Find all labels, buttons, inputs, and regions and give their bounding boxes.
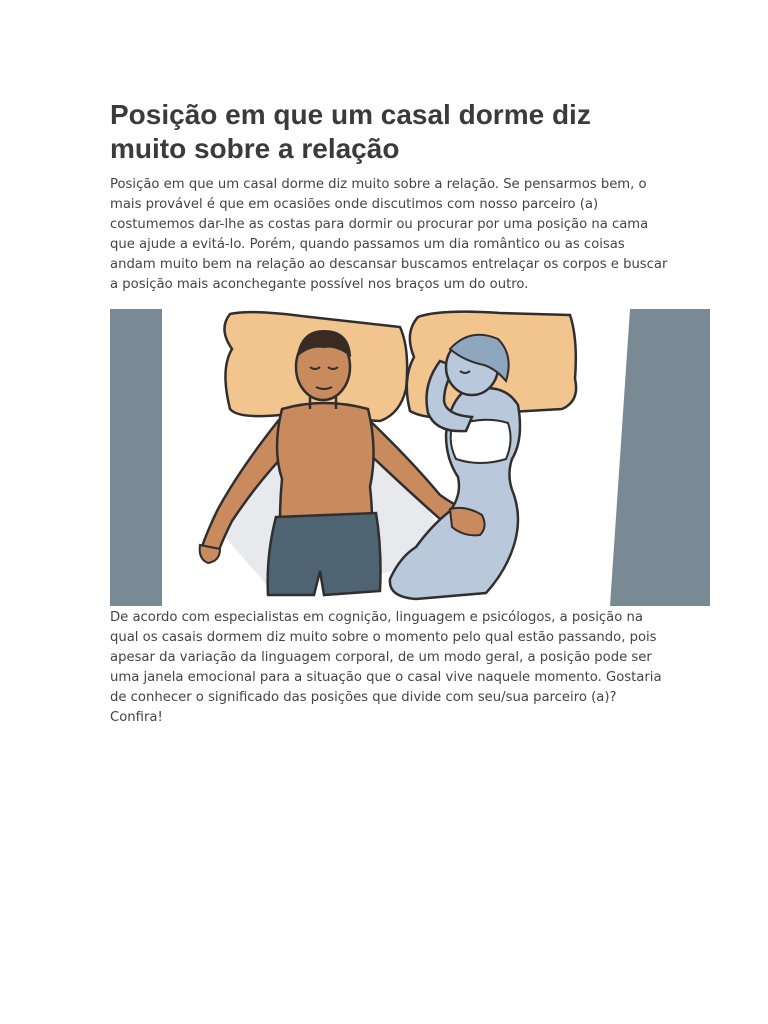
man-torso <box>277 403 374 521</box>
article-title: Posição em que um casal dorme diz muito sobre a relação <box>110 99 591 164</box>
couple-sleeping-illustration <box>110 309 710 606</box>
intro-paragraph: Posição em que um casal dorme diz muito sobre a relação. Se pensarmos bem, o mais provável é que em ocasiões onde discutimos com nosso parceiro (a) costumemos dar-lhe as costas para dormir ou procurar por uma posição na cama que ajude a evitá-lo. Porém, quando passamos um dia romântico ou as coisas andam muito bem na relação ao descansar buscamos entrelaçar os corpos e buscar a posição mais aconchegante possível nos braços um do outro. <box>110 177 668 292</box>
body-paragraph: De acordo com especialistas em cognição, linguagem e psicólogos, a posição na qual os casais dormem diz muito sobre o momento pelo qual estão passando, pois apesar da variação da linguagem corporal, de um modo geral, a posição pode ser uma janela emocional para a situação que o casal vive naquele momento. Gostaria de conhecer o significado das posições que divide com seu/sua parceiro (a)? Confira! <box>110 610 662 725</box>
bed-frame-left <box>110 309 162 606</box>
man-shorts <box>268 513 381 595</box>
bed-frame-right <box>610 309 710 606</box>
